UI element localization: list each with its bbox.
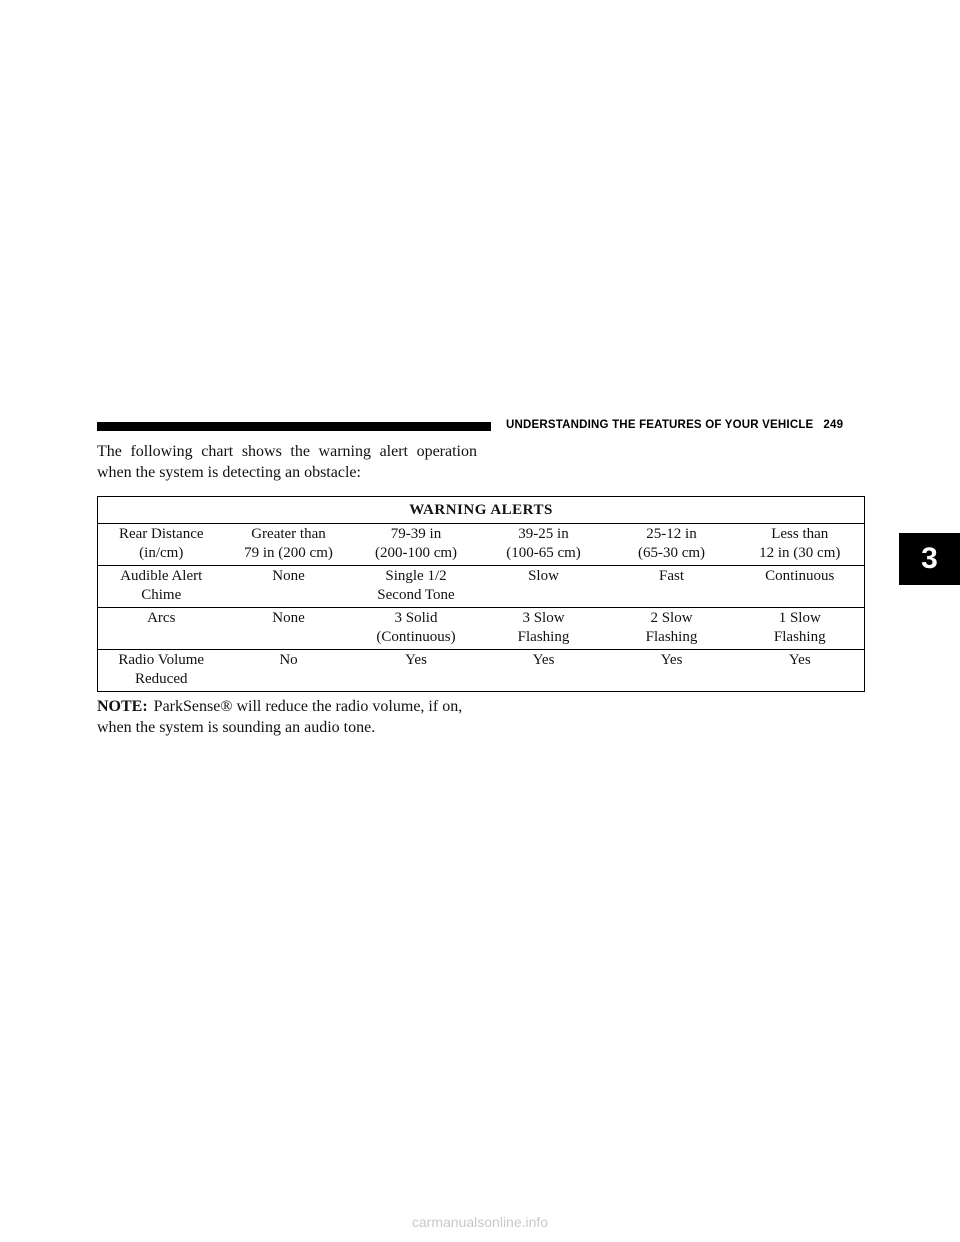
table-row (98, 566, 865, 608)
row-label: Arcs (98, 608, 225, 650)
table-row (98, 608, 865, 650)
table-cell: Slow (480, 566, 608, 608)
chapter-tab: 3 (899, 533, 960, 585)
row-label: Radio Volume Reduced (98, 650, 225, 692)
table-title: WARNING ALERTS (98, 497, 865, 524)
header-rule (97, 422, 491, 431)
table-cell: Less than 12 in (30 cm) (736, 524, 865, 566)
table-cell: 25-12 in (65-30 cm) (637, 526, 706, 561)
table-cell: Continuous (736, 566, 865, 608)
table-cell: None (225, 566, 353, 608)
table-cell: Yes (608, 650, 736, 692)
running-header (506, 419, 843, 431)
section-title: UNDERSTANDING THE FEATURES OF YOUR VEHICLE (506, 419, 814, 431)
table-cell: No (225, 650, 353, 692)
table-cell: 3 Slow Flashing (480, 608, 608, 650)
table-cell: Yes (353, 650, 480, 692)
note-text: ParkSense® will reduce the radio volume, if on, when the system is sounding an audio tone. (97, 698, 463, 736)
table-cell: Yes (480, 650, 608, 692)
row-label: Audible Alert Chime (98, 566, 225, 608)
table-row (98, 524, 865, 566)
table-cell: Single 1/2 Second Tone (353, 566, 480, 608)
row-label: Rear Distance (in/cm) (98, 524, 225, 566)
table-row (98, 650, 865, 692)
page-number: 249 (823, 419, 844, 431)
table-cell: 2 Slow Flashing (608, 608, 736, 650)
table-cell: 79-39 in (200-100 cm) (374, 526, 458, 561)
note-label: NOTE: (97, 698, 148, 715)
table-cell: 3 Solid (Continuous) (353, 608, 480, 650)
note-paragraph (97, 696, 477, 738)
table-cell: Yes (736, 650, 865, 692)
warning-alerts-table (97, 496, 865, 692)
table-cell: Greater than 79 in (200 cm) (244, 526, 333, 561)
table-cell: Fast (608, 566, 736, 608)
watermark: carmanualsonline.info (411, 1214, 549, 1230)
table-cell: 39-25 in (100-65 cm) (506, 526, 581, 561)
table-cell: 1 Slow Flashing (736, 608, 865, 650)
table-cell: None (225, 608, 353, 650)
intro-paragraph: The following chart shows the warning alert operation when the system is detecting an obstacle: (97, 443, 477, 481)
